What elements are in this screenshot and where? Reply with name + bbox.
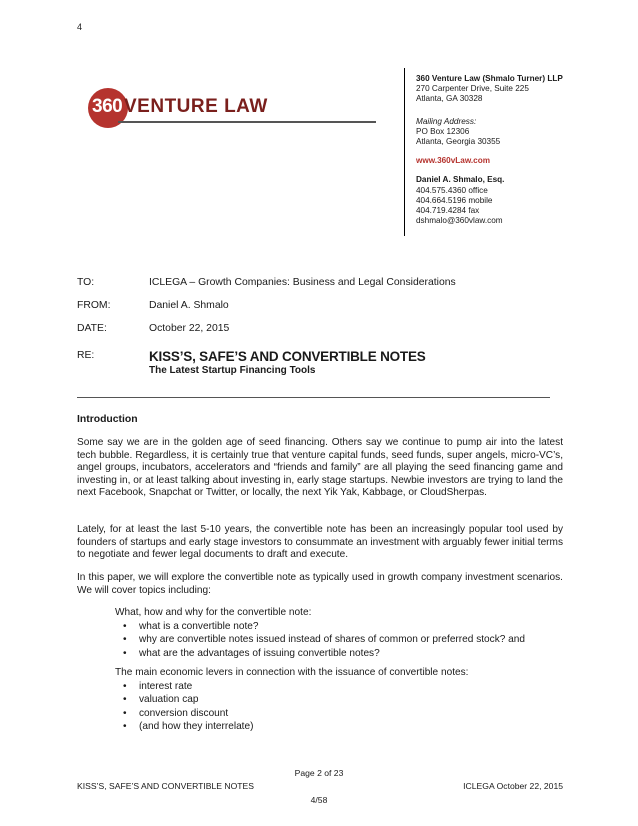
contact-block [416,74,616,226]
phone-fax: 404.719.4284 fax [416,206,480,216]
list-item: • what are the advantages of issuing convertible notes? [115,647,525,660]
contact-divider [404,68,405,236]
list-item: • interest rate [115,680,253,693]
header-separator [77,397,550,398]
logo-wordmark: VENTURE LAW [124,96,268,117]
attorney-name: Daniel A. Shmalo, Esq. [416,175,505,185]
memo-re-label: RE: [77,350,95,361]
memo-re-title: KISS’S, SAFE’S AND CONVERTIBLE NOTES [149,349,426,364]
list-1-intro: What, how and why for the convertible note: [115,607,312,618]
memo-date-label: DATE: [77,323,107,334]
footer-right: ICLEGA October 22, 2015 [463,781,563,791]
mailing-line-1: PO Box 12306 [416,126,470,136]
address-line-1: 270 Carpenter Drive, Suite 225 [416,84,529,94]
website-link[interactable]: www.360vLaw.com [416,156,491,166]
phone-mobile: 404.664.5196 mobile [416,195,493,205]
list-item: • valuation cap [115,693,253,706]
mailing-line-2: Atlanta, Georgia 30355 [416,137,501,147]
address-line-2: Atlanta, GA 30328 [416,94,483,104]
list-1 [115,620,525,660]
memo-from-label: FROM: [77,300,111,311]
memo-date-value: October 22, 2015 [149,323,230,334]
email-link[interactable]: dshmalo@360vlaw.com [416,216,503,226]
list-item: • (and how they interrelate) [115,720,253,733]
paragraph-2: Lately, for at least the last 5-10 years, the convertible note has been an increasingly popular tool used by founders of startups and early stage investors to consummate an investment with arguably fewer initial terms to negotiate and fewer legal documents to draft and execute. [77,524,563,561]
list-item: • why are convertible notes issued instead of shares of common or preferred stock? and [115,633,525,646]
logo-underline [118,121,376,123]
memo-to-label: TO: [77,277,95,288]
section-heading-introduction: Introduction [77,414,138,425]
footer-left: KISS’S, SAFE’S AND CONVERTIBLE NOTES [77,781,255,791]
phone-office: 404.575.4360 office [416,185,488,195]
mailing-label: Mailing Address: [416,116,477,126]
list-2 [115,680,253,734]
memo-to-value: ICLEGA – Growth Companies: Business and Legal Considerations [149,277,456,288]
paragraph-3: In this paper, we will explore the convertible note as typically used in growth company investment scenarios. We will cover topics including: [77,572,563,596]
paragraph-1: Some say we are in the golden age of seed financing. Others say we continue to pump air into the latest tech bubble. Regardless, it is certainly true that venture capital funds, seed funds, super angels, micro-VC’s, angel groups, incubators, accelerators and “friends and family” are all playing the seed financing game and investing in, or at least talking about investing in, early stage startups. Newbie investors are trying to land the next Facebook, Snapchat or Twitter, or locally, the next Yik Yak, Kabbage, or CloudSherpas. [77,437,563,499]
memo-re-subtitle: The Latest Startup Financing Tools [149,365,316,376]
footer-slide-number: 4/58 [310,795,328,805]
logo-number: 360 [92,96,123,117]
footer-page-of: Page 2 of 23 [294,768,344,778]
memo-from-value: Daniel A. Shmalo [149,300,229,311]
list-item: • what is a convertible note? [115,620,525,633]
list-2-intro: The main economic levers in connection with the issuance of convertible notes: [115,667,469,678]
firm-name: 360 Venture Law (Shmalo Turner) LLP [416,74,563,83]
page-number-top: 4 [77,22,83,32]
list-item: • conversion discount [115,707,253,720]
